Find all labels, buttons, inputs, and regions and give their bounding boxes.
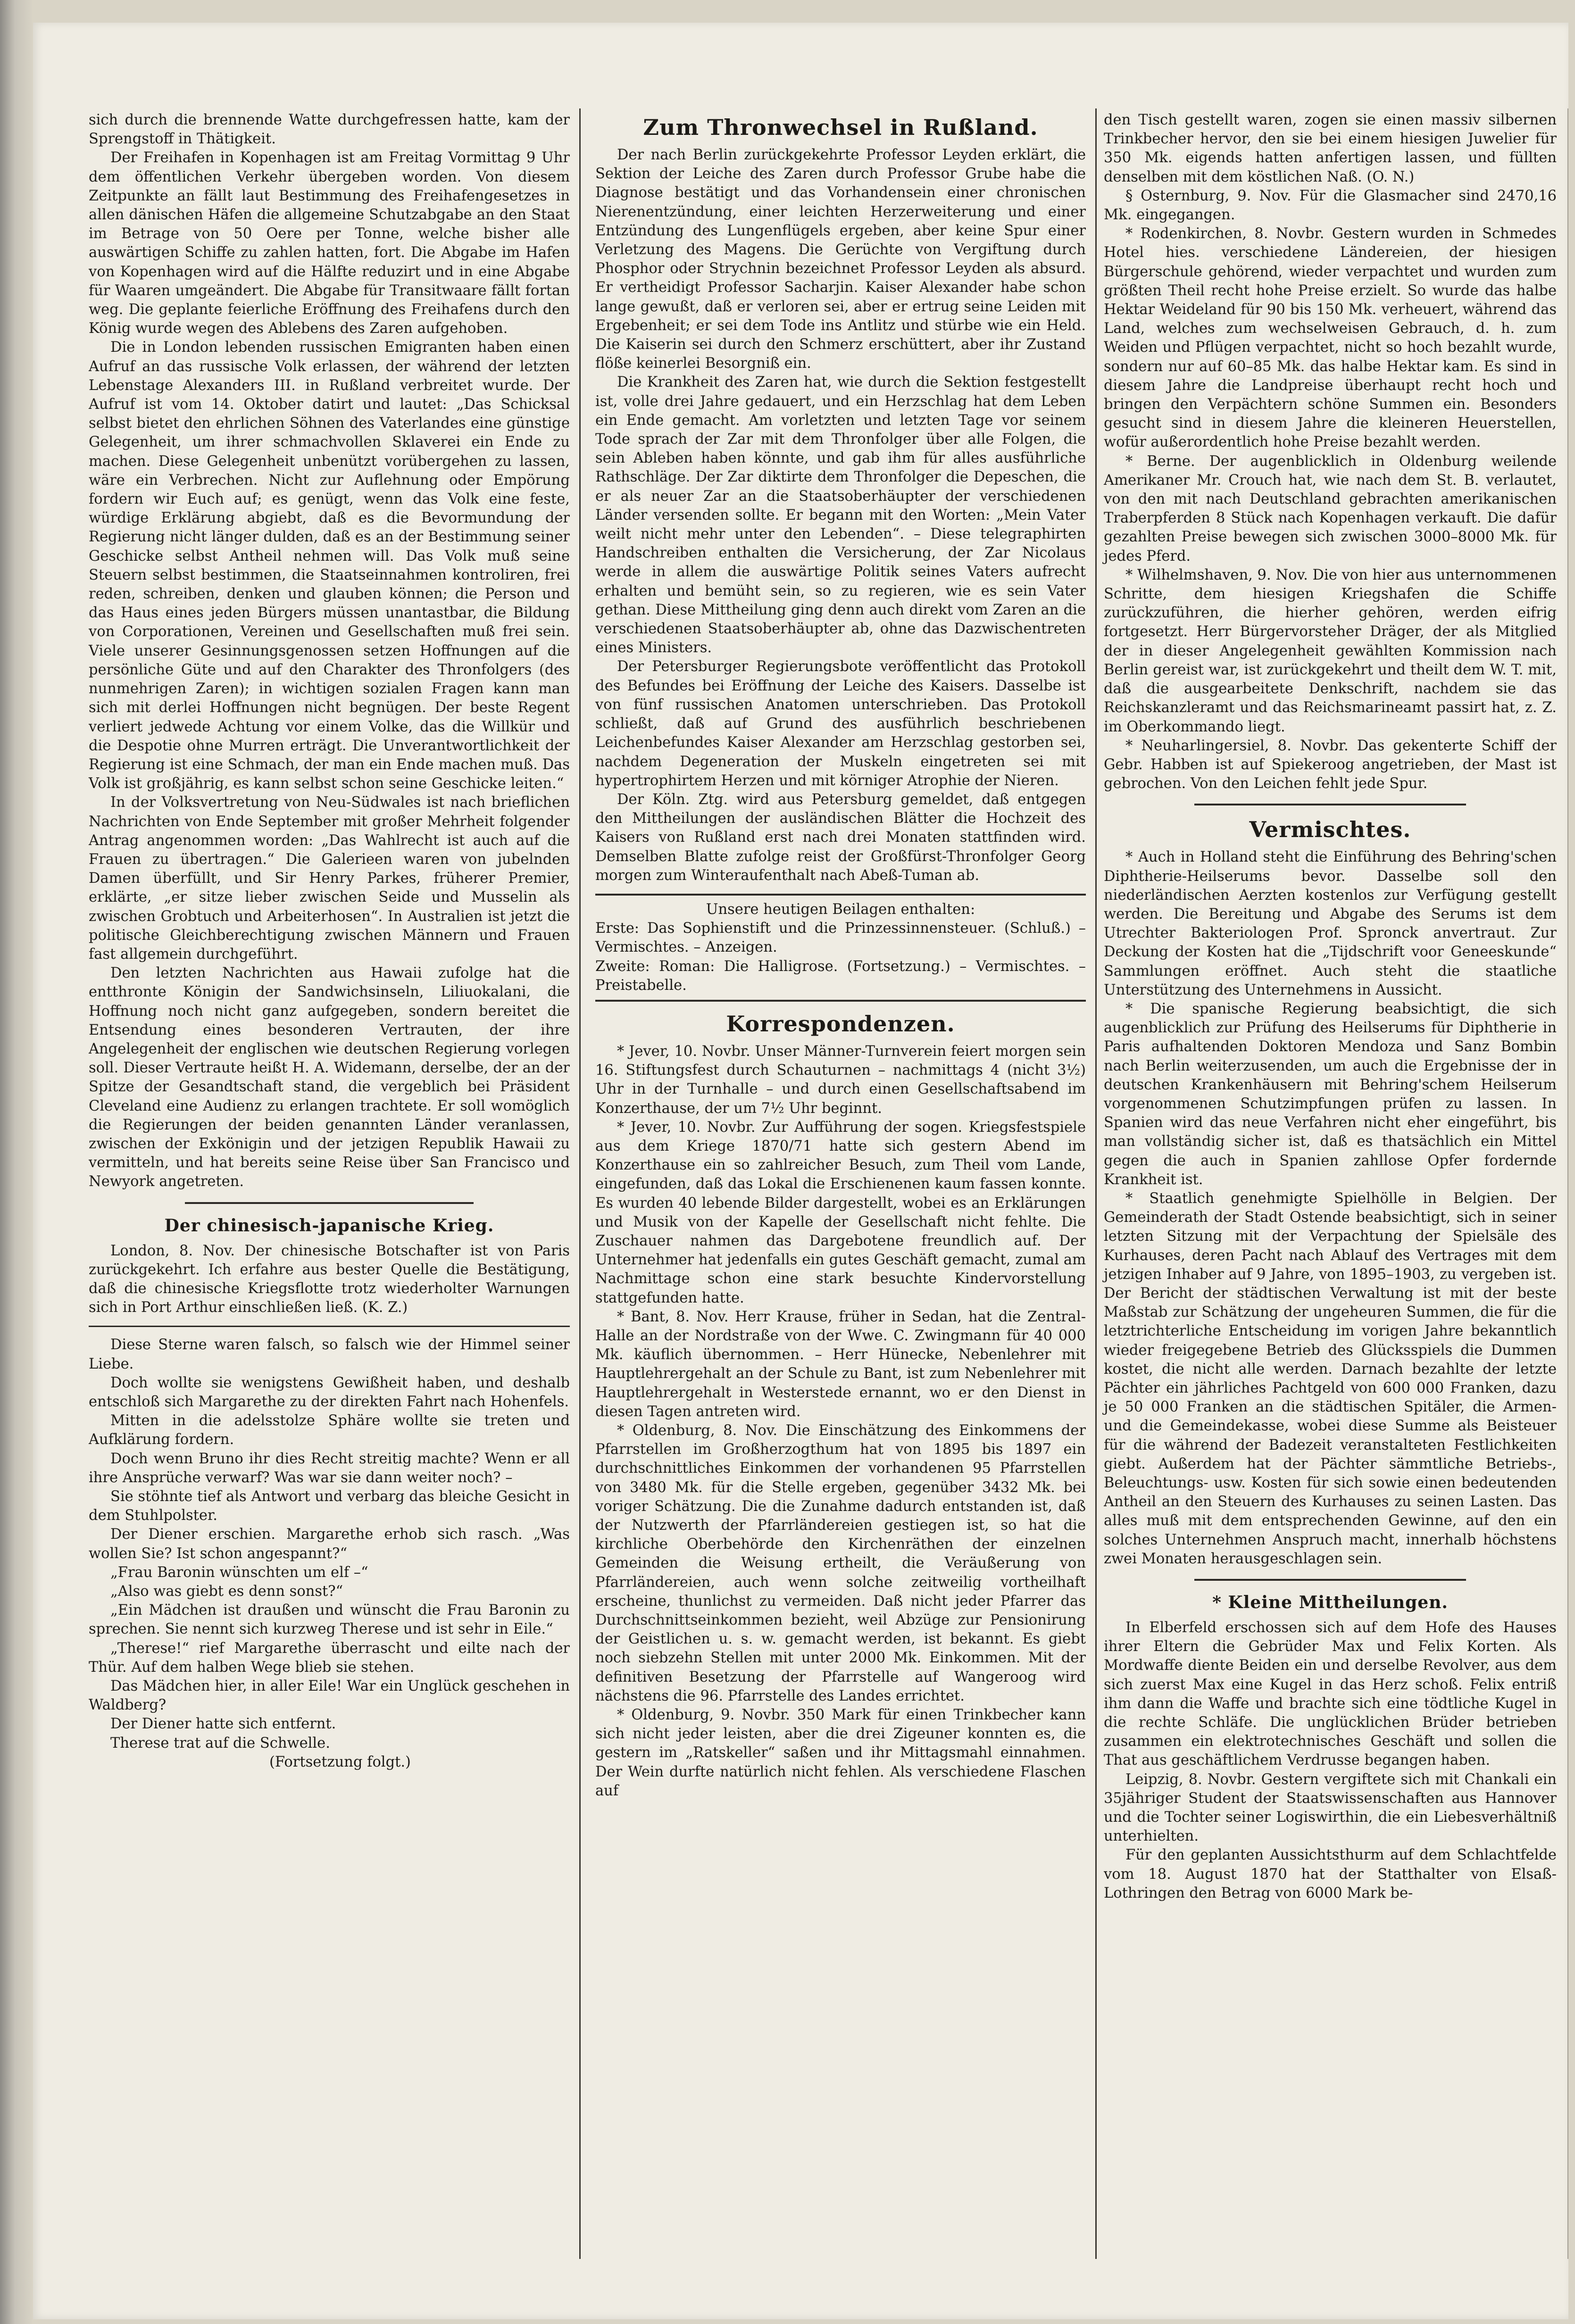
feuilleton-paragraph: Sie stöhnte tief als Antwort und verbarg das bleiche Gesicht in dem Stuhlpolster.	[89, 1488, 570, 1524]
correspondence-item: * Bant, 8. Nov. Herr Krause, früher in Sedan, hat die Zentral-Halle an der Nordstraße von der Wwe. C. Zwingmann für 40 000 Mk. käuflich übernommen. – Herr Hünecke, Nebenlehrer mit Hauptlehrergehalt an der Schule zu Bant, ist zum Nebenlehrer mit Hauptlehrergehalt in Westerstede ernannt, wo er den Dienst in diesen Tagen antreten wird.	[595, 1308, 1086, 1420]
section-heading-korrespondenzen: Korrespondenzen.	[726, 1011, 955, 1037]
column-rule-1	[579, 108, 581, 2259]
divider	[185, 1202, 474, 1204]
correspondence-item: * Rodenkirchen, 8. Novbr. Gestern wurden in Schmedes Hotel hies. verschiedene Ländereien, der hiesigen Bürgerschule gehörend, wieder verpachtet und wurden zum größten Theil recht hohe Preise erzielt. So wurde das halbe Hektar Weideland für 90 bis 150 Mk. verheuert, während das Land, welches zum wechselweisen Gebrauch, d. h. zum Weiden und Pflügen verpachtet, nicht so hoch bezahlt wurde, sondern nur auf 60–85 Mk. das halbe Hektar kam. Es sind in diesem Jahre die Landpreise überhaupt recht hoch und bringen den Verpächtern schöne Summen ein. Besonders gesucht sind in diesem Jahre die kleineren Heuerstellen, wofür außerordentlich hohe Preise bezahlt werden.	[1104, 225, 1557, 451]
feuilleton-paragraph: Mitten in die adelsstolze Sphäre wollte sie treten und Aufklärung fordern.	[89, 1412, 570, 1448]
column-3	[1104, 111, 1557, 1903]
supplement-second: Zweite: Roman: Die Halligrose. (Fortsetzung.) – Vermischtes. – Preistabelle.	[595, 958, 1086, 994]
paragraph: sich durch die brennende Watte durchgefressen hatte, kam der Sprengstoff in Thätigkeit.	[89, 112, 570, 148]
feuilleton-paragraph: Der Diener hatte sich entfernt.	[110, 1716, 336, 1733]
section-heading-krieg: Der chinesisch-japanische Krieg.	[164, 1215, 494, 1236]
feuilleton-paragraph: „Frau Baronin wünschten um elf –“	[110, 1564, 368, 1581]
correspondence-item: * Jever, 10. Novbr. Zur Aufführung der sogen. Kriegsfestspiele aus dem Kriege 1870/71 hatte sich gestern Abend im Konzerthause ein so zahlreicher Besuch, zum Theil vom Lande, eingefunden, daß das Lokal die Erschienenen kaum fassen konnte. Es wurden 40 lebende Bilder dargestellt, wobei es an Erklärungen und Musik von der Kapelle der Gesellschaft nicht fehlte. Die Zuschauer nahmen das Dargebotene freundlich auf. Der Unternehmer hat jedenfalls ein gutes Geschäft gemacht, zumal am Nachmittage schon eine stark besuchte Kindervorstellung stattgefunden hatte.	[595, 1119, 1086, 1306]
supplements-box	[595, 894, 1086, 1002]
paragraph-hochzeit: Der Köln. Ztg. wird aus Petersburg gemeldet, daß entgegen den Mittheilungen der ausländischen Blätter die Hochzeit des Kaisers von Rußland erst nach drei Monaten stattfinden wird. Demselben Blatte zufolge reist der Großfürst-Thronfolger Georg morgen zum Winteraufenthalt nach Abeß-Tuman ab.	[595, 791, 1086, 884]
correspondence-item: * Wilhelmshaven, 9. Nov. Die von hier aus unternommenen Schritte, dem hiesigen Kriegshafen die Schiffe zurückzuführen, die hierher gehören, werden eifrig fortgesetzt. Herr Bürgervorsteher Dräger, der als Mitglied der in dieser Angelegenheit gewählten Kommission nach Berlin gereist war, ist zurückgekehrt und theilt dem W. T. mit, daß die ausgearbeitete Denkschrift, nachdem sie das Reichskanzleramt und das Reichsmarineamt passirt hat, z. Z. im Oberkommando liegt.	[1104, 566, 1557, 735]
short-notice: Für den geplanten Aussichtsthurm auf dem Schlachtfelde vom 18. August 1870 hat der Statthalter von Elsaß-Lothringen den Betrag von 6000 Mark be-	[1104, 1847, 1557, 1901]
supplements-title: Unsere heutigen Beilagen enthalten:	[706, 901, 975, 918]
feuilleton-paragraph: Therese trat auf die Schwelle.	[110, 1735, 330, 1751]
column-rule-2	[1095, 108, 1097, 2259]
correspondence-item: * Berne. Der augenblicklich in Oldenburg weilende Amerikaner Mr. Crouch hat, wie nach dem St. B. verlautet, von den mit nach Deutschland gebrachten amerikanischen Traberpferden 8 Stück nach Kopenhagen verkauft. Die dafür gezahlten Preise bewegen sich zwischen 3000–8000 Mk. für jedes Pferd.	[1104, 453, 1557, 564]
feuilleton-paragraph: Diese Sterne waren falsch, so falsch wie der Himmel seiner Liebe.	[89, 1336, 570, 1372]
correspondence-item: * Jever, 10. Novbr. Unser Männer-Turnverein feiert morgen sein 16. Stiftungsfest durch Schauturnen – nachmittags 4 (nicht 3½) Uhr in der Turnhalle – und durch einen Gesellschaftsabend im Konzerthause, der um 7½ Uhr beginnt.	[595, 1043, 1086, 1117]
divider	[1194, 1579, 1466, 1581]
paragraph-hawaii: Den letzten Nachrichten aus Hawaii zufolge hat die entthronte Königin der Sandwichsinseln, Liliuokalani, die Hoffnung noch nicht ganz aufgegeben, sondern bereitet die Entsendung eines besonderen Vertrauten, der ihre Angelegenheit der englischen wie deutschen Regierung vorlegen soll. Dieser Vertraute heißt H. A. Widemann, derselbe, der an der Spitze der Gesandtschaft stand, die vergeblich bei Präsident Cleveland eine Audienz zu erlangen trachtete. Er soll womöglich die Regierungen der beiden genannten Länder veranlassen, zwischen der Exkönigin und der jetzigen Republik Hawaii zu vermitteln, und hat bereits seine Reise über San Francisco und Newyork angetreten.	[89, 965, 570, 1190]
page-edge	[1567, 108, 1575, 2259]
continuation-note: (Fortsetzung folgt.)	[269, 1753, 411, 1770]
feuilleton-divider	[89, 1326, 570, 1327]
correspondence-item: * Neuharlingersiel, 8. Novbr. Das gekenterte Schiff der Gebr. Habben ist auf Spiekeroog angetrieben, der Mast ist gebrochen. Von den Leichen fehlt jede Spur.	[1104, 737, 1557, 792]
column-1	[89, 111, 570, 1772]
divider	[1194, 804, 1466, 805]
supplement-first: Erste: Das Sophienstift und die Prinzessinnensteuer. (Schluß.) – Vermischtes. – Anzeigen.	[595, 920, 1086, 956]
paragraph-krankheit: Die Krankheit des Zaren hat, wie durch die Sektion festgestellt ist, volle drei Jahre gedauert, und ein Herzschlag hat dem Leben ein Ende gemacht. Am vorletzten und letzten Tage vor seinem Tode sprach der Zar mit dem Thronfolger über alle Folgen, die sein Ableben haben könnte, und gab ihm für alles ausführliche Rathschläge. Der Zar diktirte dem Thronfolger die Depeschen, die er als neuer Zar an die Staatsoberhäupter der verschiedenen Länder versenden sollte. Er begann mit den Worten: „Mein Vater weilt nicht mehr unter den Lebenden“. – Diese telegraphirten Handschreiben enthalten die Versicherung, der Zar Nicolaus werde in allem die auswärtige Politik seines Vaters aufrecht erhalten und bemüht sein, so zu regieren, wie es sein Vater gethan. Diese Mittheilung ging denn auch direkt vom Zaren an die verschiedenen Staatsoberhäupter ab, ohne das Dazwischentreten eines Ministers.	[595, 374, 1086, 656]
paragraph-emigranten: Die in London lebenden russischen Emigranten haben einen Aufruf an das russische Volk erlassen, der während der letzten Lebenstage Alexanders III. in Rußland verbreitet wurde. Der Aufruf ist vom 14. Oktober datirt und lautet: „Das Schicksal selbst bietet den ehrlichen Söhnen des Vaterlandes eine günstige Gelegenheit, um ihrer schmachvollen Sklaverei ein Ende zu machen. Diese Gelegenheit unbenützt vorübergehen zu lassen, wäre ein Verbrechen. Nicht zur Auflehnung oder Empörung fordern wir Euch auf; es genügt, wenn das Volk eine feste, würdige Erklärung abgiebt, daß es die Bevormundung der Regierung nicht länger dulden, daß es an der Bestimmung seiner Geschicke selbst Antheil nehmen will. Das Volk muß seine Steuern selbst bestimmen, die Staatseinnahmen kontroliren, frei reden, schreiben, denken und glauben können; die Person und das Haus eines jeden Bürgers müssen unantastbar, die Bildung von Corporationen, Vereinen und Gesellschaften muß frei sein. Viele unserer Gesinnungsgenossen setzen Hoffnungen auf die persönliche Güte und auf den Charakter des Thronfolgers (des nunmehrigen Zaren); in wichtigen sozialen Fragen kann man sich mit derlei Hoffnungen nicht begnügen. Der beste Regent verliert jedwede Achtung vor einem Volke, das die Willkür und die Despotie ohne Murren erträgt. Die Unverantwortlichkeit der Regierung ist eine Schmach, der man ein Ende machen muß. Das Volk ist großjährig, es kann selbst schon seine Geschicke leiten.“	[89, 339, 570, 792]
feuilleton-paragraph: Doch wenn Bruno ihr dies Recht streitig machte? Wenn er all ihre Ansprüche verwarf? Was war sie dann weiter noch? –	[89, 1450, 570, 1486]
paragraph-freihafen: Der Freihafen in Kopenhagen ist am Freitag Vormittag 9 Uhr dem öffentlichen Verkehr übergeben worden. Von diesem Zeitpunkte an fällt laut Bestimmung des Freihafengesetzes in allen dänischen Häfen die allgemeine Schutzabgabe an den Staat im Betrage von 50 Oere per Tonne, welche bisher alle auswärtigen Schiffe zu zahlen hatten, fort. Die Abgabe im Hafen von Kopenhagen wird auf die Hälfte reduzirt und in eine Abgabe für Waaren umgeändert. Die Abgabe für Transitwaare fällt fortan weg. Die geplante feierliche Eröffnung des Freihafens durch den König wurde wegen des Ablebens des Zaren aufgehoben.	[89, 149, 570, 337]
miscellany-item: * Staatlich genehmigte Spielhölle in Belgien. Der Gemeinderath der Stadt Ostende beabsichtigt, sich in seiner letzten Sitzung mit der Verpachtung der Spielsäle des Kurhauses, deren Pacht nach Ablauf des Vertrages mit dem jetzigen Inhaber auf 9 Jahre, von 1895–1903, zu vergeben ist. Der Bericht der städtischen Verwaltung ist mit der beste Maßstab zur Schätzung der ungeheuren Summen, die für die letztrichterliche Entscheidung im vorigen Jahre bekanntlich wieder freigegebene Betrieb des Glücksspiels die Dummen kostet, die nicht alle werden. Darnach bezahlte der letzte Pächter ein jährliches Pachtgeld von 600 000 Franken, dazu je 50 000 Franken an die städtischen Spitäler, die Armen- und die Gemeindekasse, wobei diese Summe als Beisteuer für die während der Badezeit veranstalteten Festlichkeiten giebt. Außerdem hat der Pächter sämmtliche Betriebs-, Beleuchtungs- usw. Kosten für sich sowie einen bedeutenden Antheil an den Steuern des Kurhauses zu seinen Lasten. Das alles muß mit dem entsprechenden Gewinne, auf den ein solches Unternehmen Anspruch macht, innerhalb höchstens zwei Monaten herausgeschlagen sein.	[1104, 1190, 1557, 1567]
section-heading-kleine-mittheilungen: * Kleine Mittheilungen.	[1212, 1593, 1448, 1613]
miscellany-item: * Auch in Holland steht die Einführung des Behring'schen Diphtherie-Heilserums bevor. Dasselbe soll den niederländischen Aerzten kostenlos zur Verfügung gestellt werden. Die Bereitung und Abgabe des Serums ist dem Utrechter Bakteriologen Prof. Spronck anvertraut. Zur Deckung der Kosten hat die „Tijdschrift voor Geneeskunde“ Sammlungen eröffnet. Auch steht die staatliche Unterstützung des Unternehmens in Aussicht.	[1104, 849, 1557, 998]
feuilleton-paragraph: „Also was giebt es denn sonst?“	[110, 1583, 343, 1600]
feuilleton-paragraph: „Ein Mädchen ist draußen und wünscht die Frau Baronin zu sprechen. Sie nennt sich kurzweg Therese und ist sehr in Eile.“	[89, 1602, 570, 1638]
feuilleton-paragraph: Doch wollte sie wenigstens Gewißheit haben, und deshalb entschloß sich Margarethe zu der direkten Fahrt nach Hohenfels.	[89, 1374, 570, 1410]
section-heading-vermischtes: Vermischtes.	[1249, 817, 1411, 843]
correspondence-item: § Osternburg, 9. Nov. Für die Glasmacher sind 2470,16 Mk. eingegangen.	[1104, 187, 1557, 224]
short-notice: Leipzig, 8. Novbr. Gestern vergiftete sich mit Chankali ein 35jähriger Student der Staatswissenschaften aus Hannover und die Tochter seiner Logiswirthin, die ein Liebesverhältniß unterhielten.	[1104, 1771, 1557, 1845]
paragraph-protokoll: Der Petersburger Regierungsbote veröffentlicht das Protokoll des Befundes bei Eröffnung der Leiche des Kaisers. Dasselbe ist von fünf russischen Anatomen unterschrieben. Das Protokoll schließt, daß auf Grund des ausführlich beschriebenen Leichenbefundes Kaiser Alexander am Herzschlag gestorben sei, nachdem Degeneration der Muskeln eingetreten sei mit hypertrophirtem Herzen und mit körniger Atrophie der Nieren.	[595, 658, 1086, 789]
feuilleton-paragraph: „Therese!“ rief Margarethe überrascht und eilte nach der Thür. Auf dem halben Wege blieb sie stehen.	[89, 1640, 570, 1676]
book-spine	[0, 0, 33, 2324]
paragraph: den Tisch gestellt waren, zogen sie einen massiv silbernen Trinkbecher hervor, den sie bei einem hiesigen Juwelier für 350 Mk. eigends hatten anfertigen lassen, und füllten denselben mit dem köstlichen Naß. (O. N.)	[1104, 112, 1557, 185]
feuilleton-paragraph: Das Mädchen hier, in aller Eile! War ein Unglück geschehen in Waldberg?	[89, 1678, 570, 1714]
paragraph-neu-suedwales: In der Volksvertretung von Neu-Südwales ist nach brieflichen Nachrichten von Ende September mit großer Mehrheit folgender Antrag angenommen worden: „Das Wahlrecht ist auch auf die Frauen zu übertragen.“ Die Galerieen waren von jubelnden Damen überfüllt, und Sir Henry Parkes, früherer Premier, erklärte, „er sitze lieber zwischen Seide und Musselin als zwischen Grobtuch und Arbeiterhosen“. In Australien ist jetzt die politische Gleichberechtigung zwischen Männern und Frauen fast allgemein durchgeführt.	[89, 794, 570, 963]
column-2	[595, 111, 1086, 1801]
correspondence-item: * Oldenburg, 8. Nov. Die Einschätzung des Einkommens der Pfarrstellen im Großherzogthum hat von 1895 bis 1897 ein durchschnittliches Einkommen der vorhandenen 95 Pfarrstellen von 3480 Mk. für die Stelle ergeben, gegenüber 3432 Mk. bei voriger Schätzung. Die die Zunahme dadurch entstanden ist, daß der Nutzwerth der Pfarrländereien gestiegen ist, so hat die kirchliche Oberbehörde den Kirchenräthen der einzelnen Gemeinden die Weisung ertheilt, die Veräußerung von Pfarrländereien, auch wenn solche zeitweilig vortheilhaft erscheine, thunlichst zu vermeiden. Daß nicht jeder Pfarrer das Durchschnittseinkommen bezieht, weil Abzüge zur Pensionirung der Geistlichen u. s. w. gemacht werden, ist bekannt. Es giebt noch siebzehn Stellen mit unter 2000 Mk. Einkommen. Mit der definitiven Besetzung der Pfarrstelle auf Wangeroog wird nächstens die 96. Pfarrstelle des Landes errichtet.	[595, 1422, 1086, 1704]
section-heading-thronwechsel: Zum Thronwechsel in Rußland.	[643, 115, 1038, 140]
correspondence-item: * Oldenburg, 9. Novbr. 350 Mark für einen Trinkbecher kann sich nicht jeder leisten, aber die drei Zigeuner konnten es, die gestern im „Ratskeller“ saßen und ihr Mittagsmahl einnahmen. Der Wein durfte natürlich nicht fehlen. Als verschiedene Flaschen auf	[595, 1707, 1086, 1799]
short-notice: In Elberfeld erschossen sich auf dem Hofe des Hauses ihrer Eltern die Gebrüder Max und Felix Korten. Als Mordwaffe diente Beiden ein und derselbe Revolver, aus dem sich zuerst Max eine Kugel in das Herz schoß. Felix entriß ihm dann die Waffe und brachte sich eine tödtliche Kugel in die rechte Schläfe. Die unglücklichen Brüder betrieben zusammen ein elektrotechnisches Geschäft und sollen die That aus geschäftlichem Verdrusse begangen haben.	[1104, 1619, 1557, 1769]
paragraph-leyden: Der nach Berlin zurückgekehrte Professor Leyden erklärt, die Sektion der Leiche des Zaren durch Professor Grube habe die Diagnose bestätigt und das Vorhandensein einer chronischen Nierenentzündung, einer leichten Herzerweiterung und einer Entzündung des Lungenflügels ergeben, aber keine Spur einer Verletzung des Magens. Die Gerüchte von Vergiftung durch Phosphor oder Strychnin bezeichnet Professor Leyden als absurd. Er vertheidigt Professor Sacharjin. Kaiser Alexander habe schon lange gewußt, daß er verloren sei, aber er ertrug seine Leiden mit Ergebenheit; er sei dem Tode ins Antlitz und stürbe wie ein Held. Die Kaiserin sei durch den Schmerz erschüttert, aber ihr Zustand flöße keinerlei Besorgniß ein.	[595, 147, 1086, 372]
miscellany-item: * Die spanische Regierung beabsichtigt, die sich augenblicklich zur Prüfung des Heilserums für Diphtherie in Paris aufhaltenden Doktoren Mendoza und Sanz Bombin nach Berlin weiterzusenden, um auch die Ergebnisse der in deutschen Krankenhäusern mit Behring'schem Heilserum vorgenommenen Schutzimpfungen prüfen zu lassen. In Spanien wird das neue Verfahren nicht eher eingeführt, bis man vollständig sicher ist, daß es thatsächlich ein Mittel gegen die auch in Spanien zahllose Opfer fordernde Krankheit ist.	[1104, 1000, 1557, 1188]
feuilleton-paragraph: Der Diener erschien. Margarethe erhob sich rasch. „Was wollen Sie? Ist schon angespannt?“	[89, 1526, 570, 1562]
paragraph-london: London, 8. Nov. Der chinesische Botschafter ist von Paris zurückgekehrt. Ich erfahre aus bester Quelle die Bestätigung, daß die chinesische Kriegsflotte trotz wiederholter Warnungen sich in Port Arthur einschließen ließ. (K. Z.)	[89, 1242, 570, 1316]
